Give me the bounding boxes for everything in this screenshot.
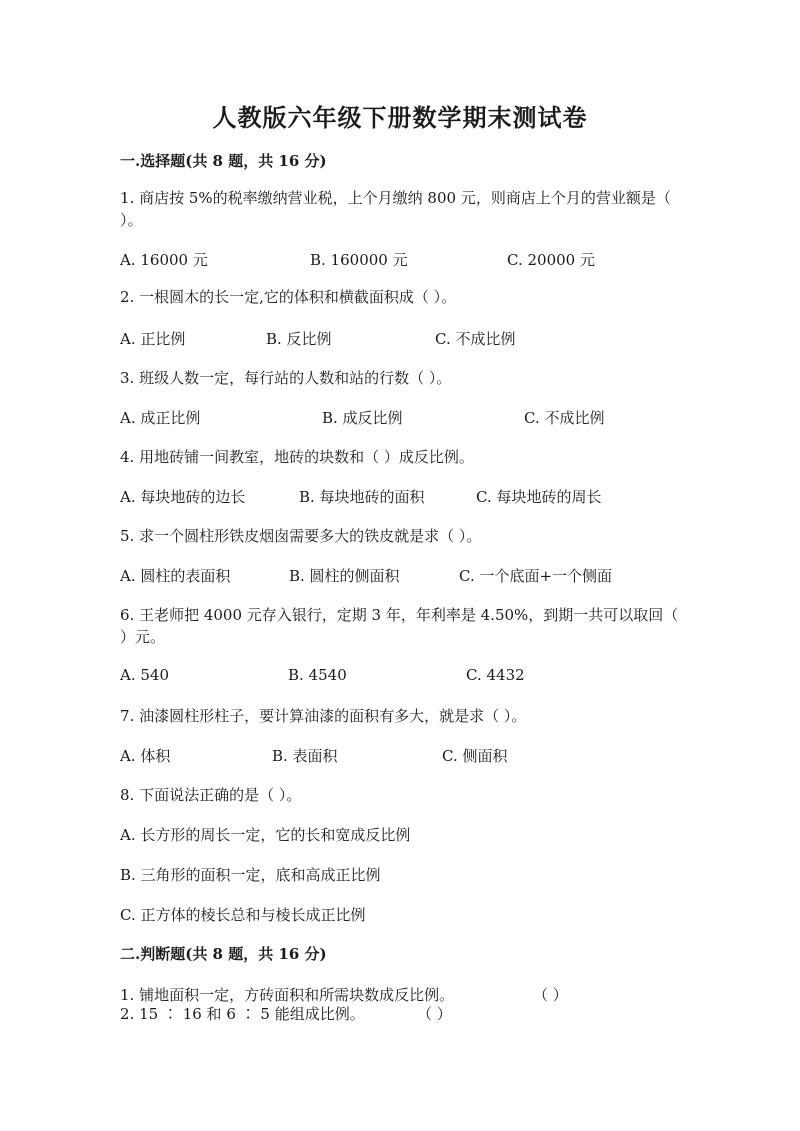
question-4-option-b: B. 每块地砖的面积	[299, 488, 425, 506]
question-8-option-a: A. 长方形的周长一定，它的长和宽成反比例	[120, 826, 411, 844]
question-1-option-b: B. 160000 元	[310, 251, 408, 269]
question-8-stem: 8. 下面说法正确的是（ ）。	[120, 786, 302, 804]
judgement-item-1-text: 1. 铺地面积一定，方砖面积和所需块数成反比例。	[120, 986, 455, 1004]
question-7-option-a: A. 体积	[120, 747, 171, 765]
question-7-option-b: B. 表面积	[272, 747, 338, 765]
question-7-options	[120, 745, 680, 767]
question-4-stem: 4. 用地砖铺一间教室，地砖的块数和（ ）成反比例。	[120, 448, 474, 466]
question-4-option-a: A. 每块地砖的边长	[120, 488, 246, 506]
question-8-option-c: C. 正方体的棱长总和与棱长成正比例	[120, 906, 366, 924]
question-2-option-a: A. 正比例	[120, 330, 186, 348]
question-3-option-c: C. 不成比例	[524, 409, 605, 427]
question-4-option-c: C. 每块地砖的周长	[476, 488, 602, 506]
section-heading-multiple-choice: 一.选择题(共 8 题，共 16 分)	[120, 152, 327, 170]
question-3-option-a: A. 成正比例	[120, 409, 201, 427]
page-title: 人教版六年级下册数学期末测试卷	[212, 103, 588, 132]
question-5-option-c: C. 一个底面+一个侧面	[459, 567, 613, 585]
question-6-option-a: A. 540	[120, 666, 169, 684]
question-3-option-b: B. 成反比例	[322, 409, 403, 427]
question-6-options	[120, 666, 680, 688]
question-5-options	[120, 565, 680, 587]
question-3-options	[120, 407, 680, 429]
question-1-option-c: C. 20000 元	[507, 251, 595, 269]
question-5-option-a: A. 圆柱的表面积	[120, 567, 231, 585]
judgement-item-1-answer-blank: （ ）	[533, 986, 568, 1004]
judgement-item-2-text: 2. 15 ∶ 16 和 6 ∶ 5 能组成比例。	[120, 1005, 365, 1023]
question-2-stem: 2. 一根圆木的长一定,它的体积和横截面积成（ ）。	[120, 288, 457, 306]
question-4-options	[120, 486, 680, 508]
question-1-option-a: A. 16000 元	[120, 251, 208, 269]
section-heading-true-false: 二.判断题(共 8 题，共 16 分)	[120, 945, 327, 963]
question-5-option-b: B. 圆柱的侧面积	[289, 567, 400, 585]
question-3-stem: 3. 班级人数一定，每行站的人数和站的行数（ ）。	[120, 369, 452, 387]
question-6-option-b: B. 4540	[288, 666, 347, 684]
question-6-stem: 6. 王老师把 4000 元存入银行，定期 3 年，年利率是 4.50%，到期一共可以取回（ ）元。	[120, 606, 679, 646]
question-7-option-c: C. 侧面积	[442, 747, 508, 765]
judgement-item-2-answer-blank: （ ）	[417, 1005, 452, 1023]
question-2-option-b: B. 反比例	[266, 330, 332, 348]
question-8-option-b: B. 三角形的面积一定，底和高成正比例	[120, 866, 381, 884]
question-5-stem: 5. 求一个圆柱形铁皮烟囱需要多大的铁皮就是求（ ）。	[120, 527, 482, 545]
question-7-stem: 7. 油漆圆柱形柱子，要计算油漆的面积有多大，就是求（ ）。	[120, 707, 527, 725]
question-1-stem: 1. 商店按 5%的税率缴纳营业税，上个月缴纳 800 元，则商店上个月的营业额是（ ）。	[120, 189, 671, 229]
question-2-options	[120, 328, 680, 350]
judgement-item-2	[120, 1003, 680, 1025]
question-2-option-c: C. 不成比例	[435, 330, 516, 348]
question-1-options	[120, 249, 680, 271]
question-6-option-c: C. 4432	[466, 666, 525, 684]
